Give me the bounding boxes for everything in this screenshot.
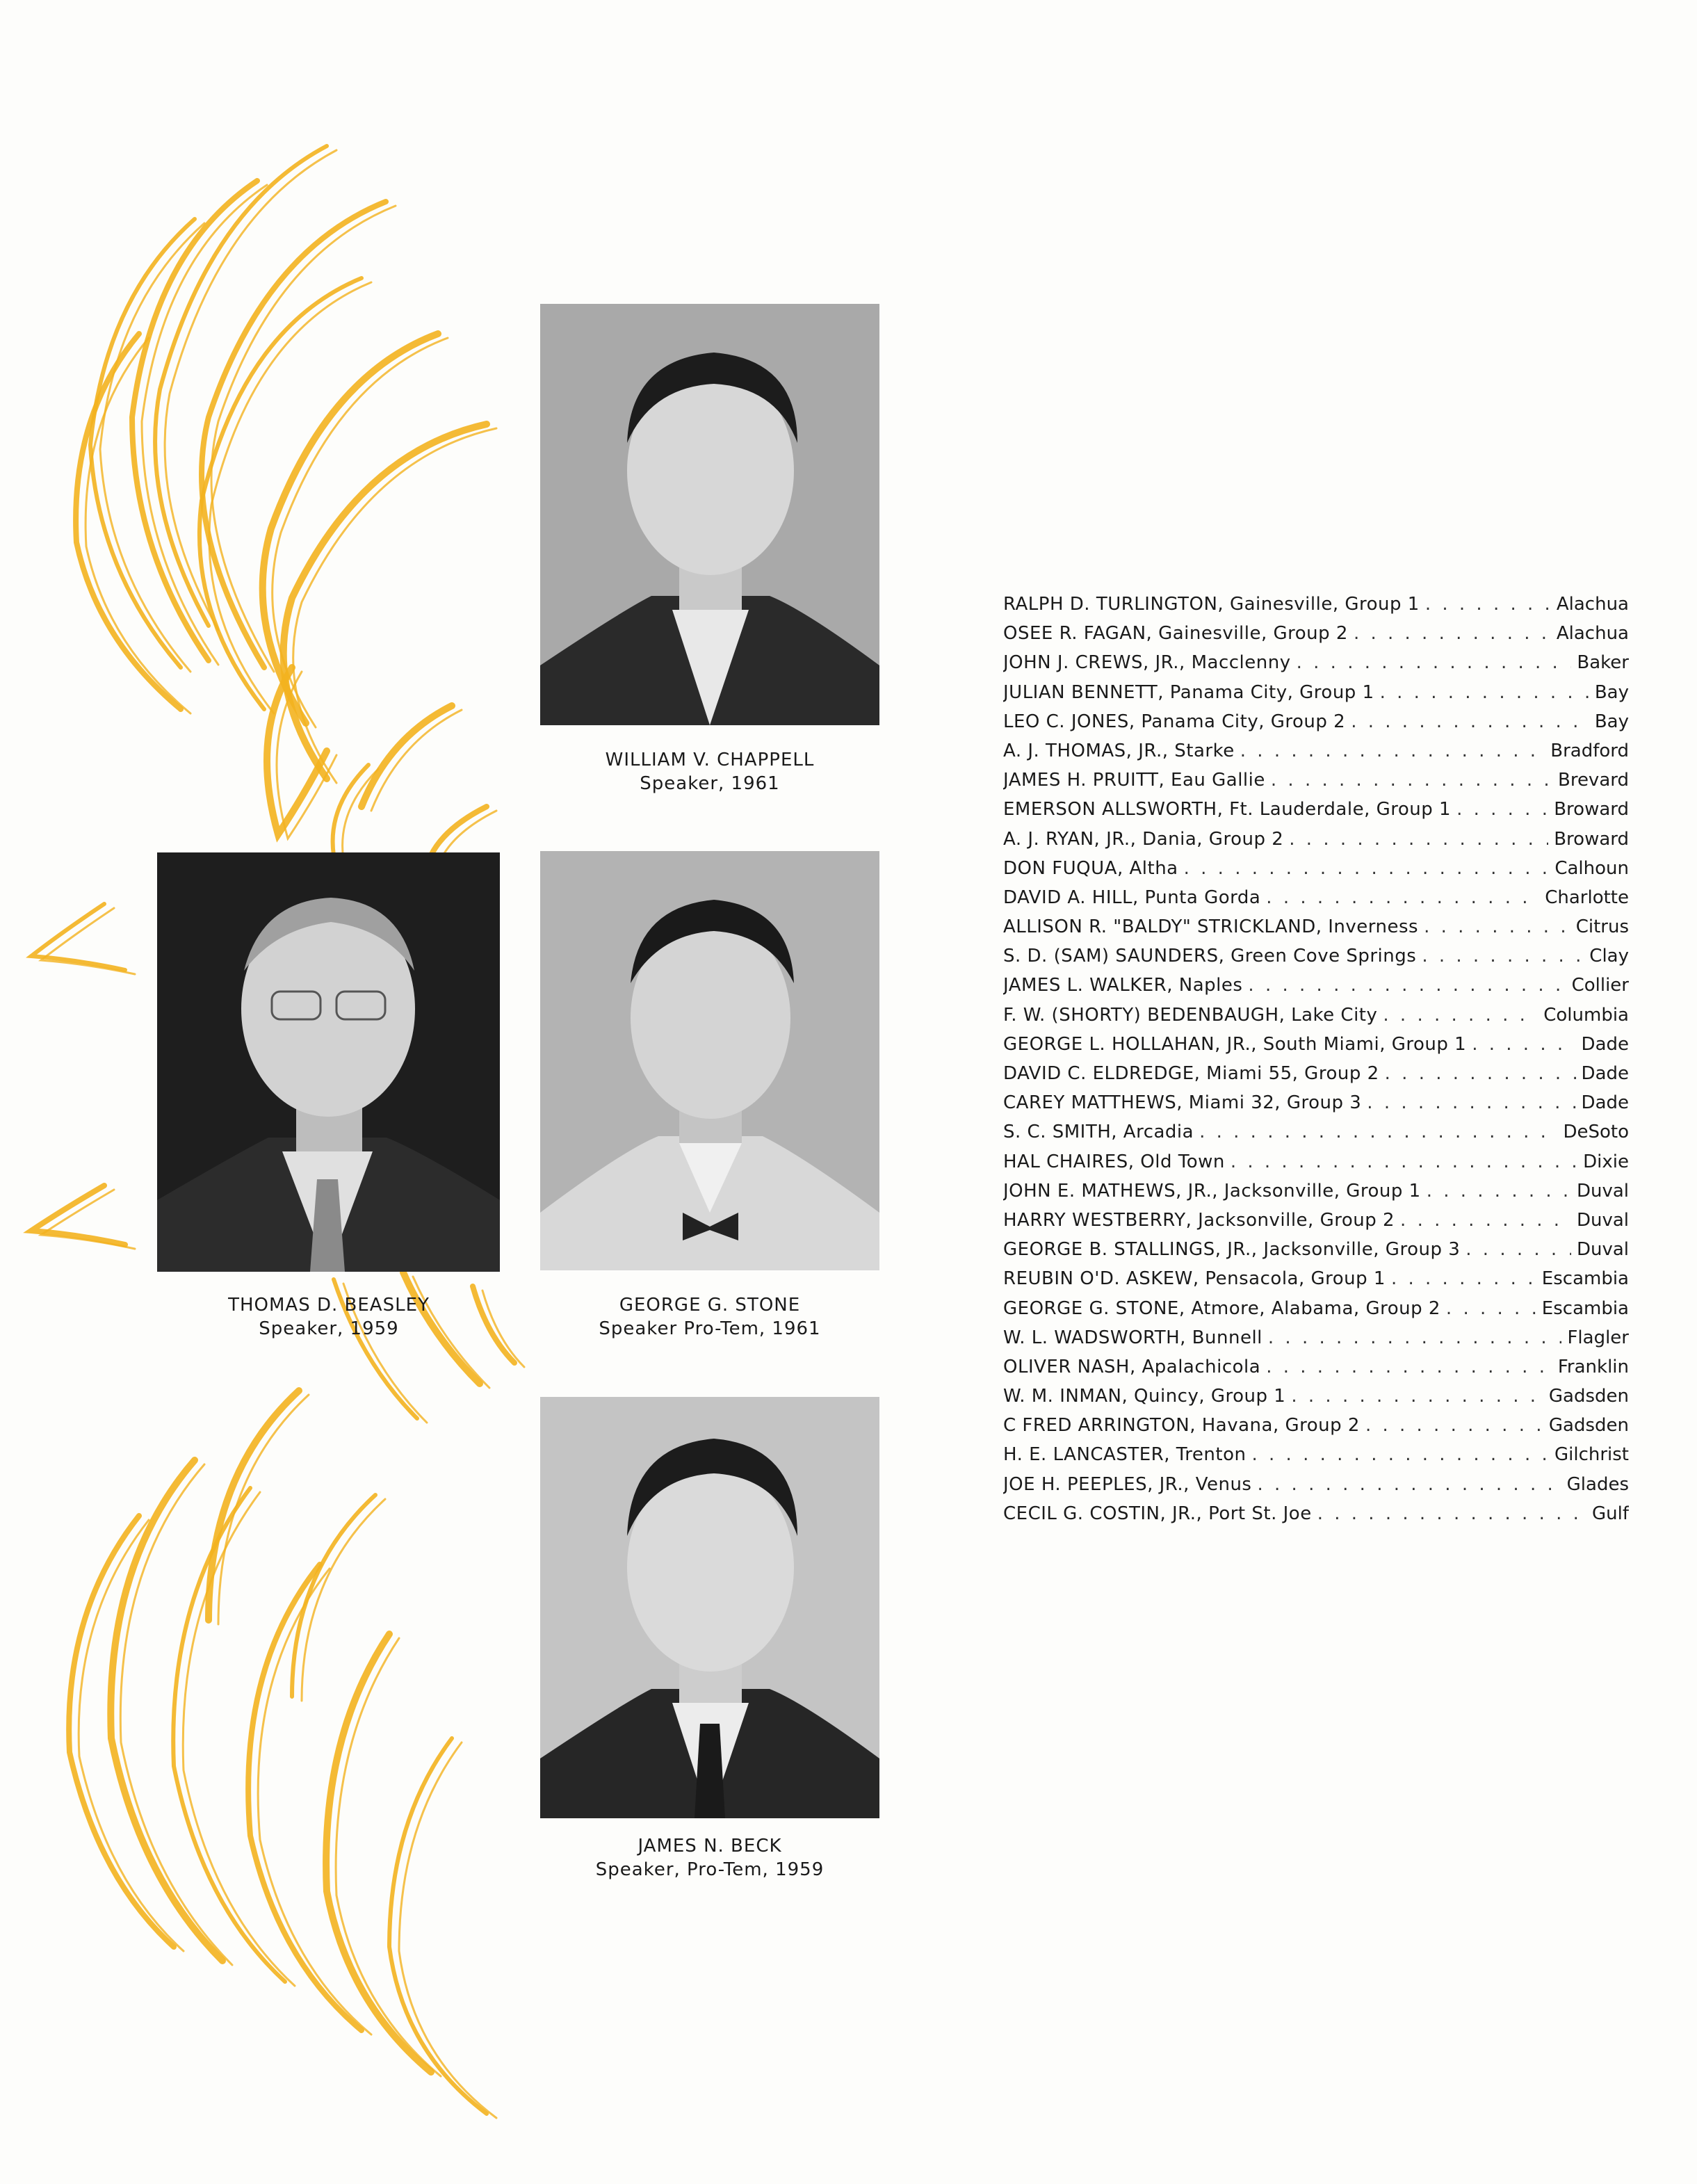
roster-entry [1003,1499,1629,1528]
portrait-photo [157,852,500,1272]
member-name: S. C. SMITH, Arcadia [1003,1122,1194,1143]
member-name: DAVID A. HILL, Punta Gorda [1003,887,1261,908]
member-county: Bay [1594,711,1629,732]
dot-leader [1257,1470,1561,1499]
roster-entry [1003,971,1629,1000]
dot-leader [1446,1294,1536,1323]
member-county: Duval [1576,1180,1629,1202]
gold-stroke [273,338,448,727]
dot-leader [1427,1176,1571,1206]
roster-entry [1003,1001,1629,1030]
roster-entry [1003,1470,1629,1499]
member-county: Broward [1554,799,1629,820]
dot-leader [1240,736,1545,766]
member-county: Broward [1554,828,1629,850]
roster-entry [1003,912,1629,941]
gold-stroke [211,206,396,672]
member-county: Duval [1576,1209,1629,1231]
gold-stroke [292,1495,375,1697]
roster-entry [1003,1235,1629,1264]
member-county: Alachua [1556,623,1629,645]
member-name: HAL CHAIRES, Old Town [1003,1151,1225,1172]
photo-title: Speaker, 1961 [640,773,780,794]
member-name: CAREY MATTHEWS, Miami 32, Group 3 [1003,1092,1362,1114]
member-name: S. D. (SAM) SAUNDERS, Green Cove Springs [1003,946,1417,967]
member-name: W. M. INMAN, Quincy, Group 1 [1003,1386,1286,1407]
roster-entry [1003,1117,1629,1147]
member-name: A. J. THOMAS, JR., Starke [1003,740,1235,761]
member-name: CECIL G. COSTIN, JR., Port St. Joe [1003,1503,1312,1524]
member-name: OLIVER NASH, Apalachicola [1003,1356,1261,1377]
roster-entry [1003,1206,1629,1235]
member-county: Gulf [1591,1503,1629,1524]
gold-stroke [183,1492,295,1986]
caption-beck [515,1834,904,1882]
dot-leader [1289,825,1548,854]
roster-entry [1003,590,1629,619]
member-name: JULIAN BENNETT, Panama City, Group 1 [1003,681,1374,703]
dot-leader [1391,1264,1536,1293]
portrait-beasley [157,852,500,1272]
member-name: GEORGE B. STALLINGS, JR., Jacksonville, Group 3 [1003,1239,1461,1261]
dot-leader [1424,912,1570,941]
roster-entry [1003,766,1629,795]
member-county: Calhoun [1554,857,1629,879]
member-name: JOE H. PEEPLES, JR., Venus [1003,1473,1252,1495]
member-county: Duval [1576,1239,1629,1261]
member-county: Collier [1571,975,1629,996]
gold-stroke [155,146,327,626]
member-county: Gadsden [1548,1415,1629,1437]
dot-leader [1380,678,1589,707]
member-county: Bradford [1550,740,1629,761]
gold-stroke [173,1488,285,1982]
photo-title: Speaker, 1959 [259,1318,399,1339]
roster-entry [1003,1440,1629,1469]
member-county: Charlotte [1545,887,1629,908]
member-name: DAVID C. ELDREDGE, Miami 55, Group 2 [1003,1063,1379,1084]
roster-entry [1003,825,1629,854]
dot-leader [1266,1352,1552,1382]
dot-leader [1367,1088,1575,1117]
member-name: ALLISON R. "BALDY" STRICKLAND, Inverness [1003,916,1419,938]
roster-entry [1003,707,1629,736]
photo-name: JAMES N. BECK [638,1836,782,1857]
member-county: Dade [1581,1033,1629,1055]
dot-leader [1184,854,1550,883]
portrait-photo [540,1397,879,1818]
member-county: Dade [1581,1063,1629,1084]
portrait-stone [540,851,879,1270]
member-name: JAMES H. PRUITT, Eau Gallie [1003,770,1265,791]
dot-leader [1266,883,1539,912]
roster-entry [1003,1352,1629,1382]
gold-stroke [41,1190,135,1249]
photo-name: WILLIAM V. CHAPPELL [605,750,815,770]
roster-entry [1003,1176,1629,1206]
roster-entry [1003,1264,1629,1293]
dot-leader [1422,941,1584,971]
roster-entry [1003,1323,1629,1352]
member-name: JAMES L. WALKER, Naples [1003,975,1243,996]
member-county: Franklin [1557,1356,1629,1377]
member-name: GEORGE G. STONE, Atmore, Alabama, Group 2 [1003,1297,1440,1319]
dot-leader [1231,1147,1577,1176]
dot-leader [1271,766,1552,795]
photo-name: THOMAS D. BEASLEY [228,1295,430,1316]
member-name: A. J. RYAN, JR., Dania, Group 2 [1003,828,1284,850]
member-name: REUBIN O'D. ASKEW, Pensacola, Group 1 [1003,1268,1386,1290]
member-county: Gilchrist [1554,1444,1629,1466]
dot-leader [1400,1206,1571,1235]
portrait-photo [540,304,879,725]
member-county: Alachua [1556,594,1629,615]
dot-leader [1354,619,1551,648]
portrait-photo [540,851,879,1270]
member-county: Bay [1594,681,1629,703]
caption-beasley [134,1293,523,1341]
member-county: Baker [1577,652,1629,674]
dot-leader [1268,1323,1562,1352]
roster-entry [1003,1059,1629,1088]
member-county: Dixie [1583,1151,1629,1172]
caption-chappell [515,748,904,795]
gold-stroke [362,706,452,807]
roster-entry [1003,883,1629,912]
member-county: Flagler [1567,1327,1629,1348]
member-roster [1003,590,1629,1528]
member-county: Gadsden [1548,1386,1629,1407]
dot-leader [1199,1117,1557,1147]
dot-leader [1425,590,1551,619]
dot-leader [1251,1440,1548,1469]
roster-entry [1003,1411,1629,1440]
member-county: Glades [1566,1473,1629,1495]
member-name: C FRED ARRINGTON, Havana, Group 2 [1003,1415,1360,1437]
roster-entry [1003,1030,1629,1059]
member-name: JOHN J. CREWS, JR., Macclenny [1003,652,1291,674]
member-name: H. E. LANCASTER, Trenton [1003,1444,1247,1466]
dot-leader [1291,1382,1543,1411]
photo-name: GEORGE G. STONE [619,1295,801,1316]
dot-leader [1472,1030,1575,1059]
member-name: GEORGE L. HOLLAHAN, JR., South Miami, Group 1 [1003,1033,1467,1055]
member-name: F. W. (SHORTY) BEDENBAUGH, Lake City [1003,1004,1378,1026]
member-county: Escambia [1541,1268,1629,1290]
portrait-chappell [540,304,879,725]
dot-leader [1248,971,1566,1000]
member-county: Clay [1589,946,1629,967]
member-name: HARRY WESTBERRY, Jacksonville, Group 2 [1003,1209,1395,1231]
dot-leader [1365,1411,1543,1440]
portrait-beck [540,1397,879,1818]
gold-stroke [293,428,496,783]
gold-stroke [100,223,204,672]
caption-stone [515,1293,904,1341]
member-county: Brevard [1557,770,1629,791]
dot-leader [1317,1499,1586,1528]
roster-entry [1003,1382,1629,1411]
dot-leader [1456,795,1548,824]
dot-leader [1383,1001,1538,1030]
roster-entry [1003,941,1629,971]
roster-entry [1003,854,1629,883]
photo-title: Speaker Pro-Tem, 1961 [599,1318,821,1339]
dot-leader [1297,648,1572,677]
roster-entry [1003,1088,1629,1117]
roster-entry [1003,1294,1629,1323]
roster-entry [1003,678,1629,707]
roster-entry [1003,736,1629,766]
member-county: Columbia [1543,1004,1629,1026]
roster-entry [1003,619,1629,648]
member-name: RALPH D. TURLINGTON, Gainesville, Group 1 [1003,594,1420,615]
member-name: EMERSON ALLSWORTH, Ft. Lauderdale, Group 1 [1003,799,1452,820]
member-county: Dade [1581,1092,1629,1114]
member-name: DON FUQUA, Altha [1003,857,1178,879]
dot-leader [1465,1235,1571,1264]
member-name: OSEE R. FAGAN, Gainesville, Group 2 [1003,623,1348,645]
dot-leader [1385,1059,1576,1088]
member-name: JOHN E. MATHEWS, JR., Jacksonville, Group 1 [1003,1180,1421,1202]
dot-leader [1351,707,1589,736]
gold-stroke [209,282,371,713]
member-county: DeSoto [1563,1122,1629,1143]
member-county: Citrus [1575,916,1629,938]
roster-entry [1003,795,1629,824]
gold-stroke [431,807,487,855]
member-county: Escambia [1541,1297,1629,1319]
photo-title: Speaker, Pro-Tem, 1959 [595,1859,825,1880]
member-name: W. L. WADSWORTH, Bunnell [1003,1327,1262,1348]
member-name: LEO C. JONES, Panama City, Group 2 [1003,711,1346,732]
gold-stroke [209,1391,299,1620]
gold-stroke [263,334,438,723]
roster-entry [1003,1147,1629,1176]
roster-entry [1003,648,1629,677]
gold-stroke [399,1742,496,2118]
